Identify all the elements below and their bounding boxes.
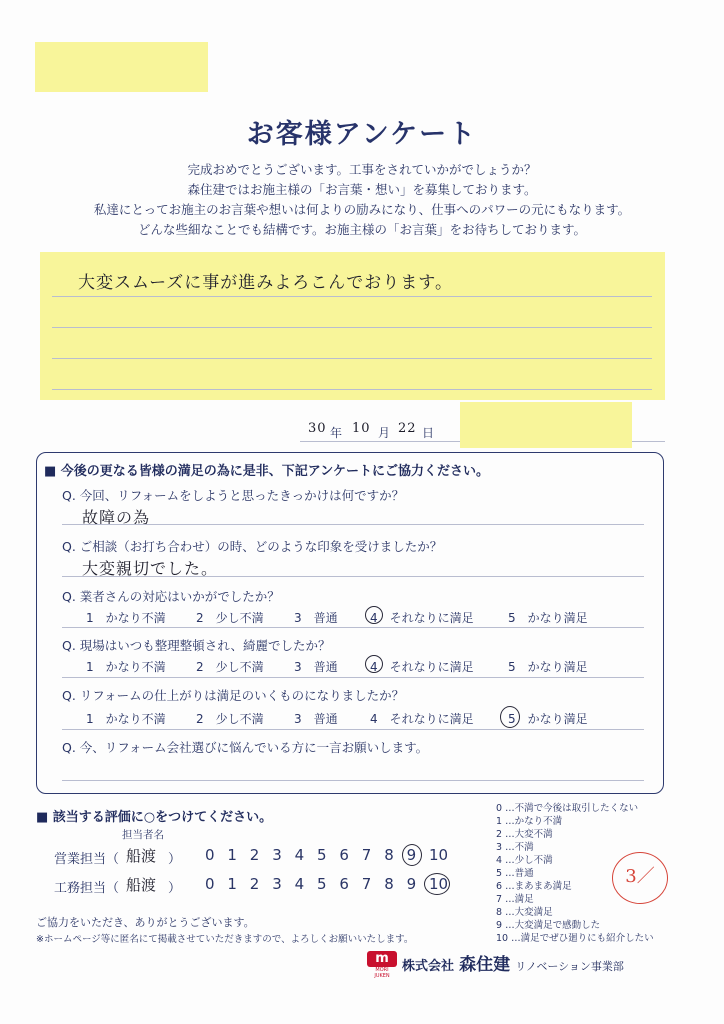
works-score-7: 7: [361, 875, 372, 893]
selected-circle: [365, 655, 383, 673]
redaction-highlight: [35, 42, 208, 92]
intro-line: 完成おめでとうございます。工事をされていかがでしょうか？: [187, 162, 537, 177]
answer-line: [62, 524, 644, 525]
answer-line: [62, 627, 644, 628]
option-2: 2 少し不満: [196, 660, 264, 674]
legend-item: 2 …大変不満: [496, 829, 553, 840]
legend-item: 6 …まあまあ満足: [496, 881, 572, 892]
option-3: 3 普通: [294, 611, 338, 625]
legend-item: 5 …普通: [496, 868, 534, 879]
answer-line: [62, 677, 644, 678]
sales-score-9: 9: [406, 846, 417, 864]
note-text: ※ホームページ等に匿名にて掲載させていただきますので、よろしくお願いいたします。: [36, 934, 414, 945]
page-title: お客様アンケート: [246, 119, 478, 150]
sales-score-2: 2: [249, 846, 260, 864]
sales-score-0: 0: [205, 846, 215, 864]
date-day-label: 日: [422, 426, 435, 440]
selected-circle: [365, 606, 383, 624]
sales-staff-label: 営業担当（: [54, 852, 120, 867]
works-selected-circle: [424, 873, 450, 895]
question-6: Q. 今、リフォーム会社選びに悩んでいる方に一言お願いします。: [62, 740, 429, 755]
option-4: 4 それなりに満足: [370, 660, 474, 674]
company-main-name: 森住建: [459, 955, 511, 975]
question-2: Q. ご相談（お打ち合わせ）の時、どのような印象を受けましたか？: [62, 539, 443, 554]
red-stamp: [612, 852, 668, 904]
option-4: 4 それなりに満足: [370, 712, 474, 726]
comment-line: [52, 389, 652, 390]
stamp-text: 3／: [625, 866, 655, 887]
intro-line: どんな些細なことでも結構です。お施主様の「お言葉」をお待ちしております。: [137, 222, 586, 237]
works-score-9: 9: [406, 875, 417, 893]
option-5: 5 かなり満足: [508, 611, 588, 625]
option-2: 2 少し不満: [196, 712, 264, 726]
handwritten-comment: 大変スムーズに事が進みよろこんでおります。: [78, 273, 453, 293]
date-year-label: 年: [330, 426, 343, 440]
legend-item: 1 …かなり不満: [496, 816, 563, 827]
legend-item: 8 …大変満足: [496, 907, 553, 918]
works-score-3: 3: [272, 875, 282, 893]
answer-line: [62, 576, 644, 577]
date-year-value: 30: [308, 421, 327, 436]
works-score-6: 6: [339, 875, 349, 893]
company-name: [402, 950, 624, 975]
logo-subtext: MORI JUKEN: [374, 967, 390, 979]
works-score-2: 2: [249, 875, 260, 893]
legend-item: 3 …不満: [496, 842, 534, 853]
answer-2: 大変親切でした。: [82, 559, 219, 578]
intro-line: 私達にとってお施主のお言葉や想いは何よりの励みになり、仕事へのパワーの元にもなります。: [93, 202, 631, 217]
date-month-value: 10: [352, 421, 371, 436]
option-4: 4 それなりに満足: [370, 611, 474, 625]
option-5: 5 かなり満足: [508, 712, 588, 726]
works-staff-name: 船渡: [126, 876, 157, 894]
option-1: 1 かなり不満: [86, 712, 166, 726]
close-paren: ）: [168, 881, 182, 896]
works-score-10: 10: [429, 875, 449, 893]
intro-line: 森住建ではお施主様の「お言葉・想い」を募集しております。: [187, 182, 537, 197]
sales-score-6: 6: [339, 846, 349, 864]
question-4: Q. 現場はいつも整理整頓され、綺麗でしたか？: [62, 638, 331, 653]
answer-1: 故障の為: [82, 508, 151, 527]
survey-header: ■ 今後の更なる皆様の満足の為に是非、下記アンケートにご協力ください。: [44, 464, 490, 479]
sales-score-3: 3: [272, 846, 282, 864]
option-5: 5 かなり満足: [508, 660, 588, 674]
sales-score-8: 8: [384, 846, 394, 864]
legend-item: 7 …満足: [496, 894, 534, 905]
sales-staff-name: 船渡: [126, 847, 157, 865]
company-logo: [367, 951, 397, 979]
company-prefix: 株式会社: [402, 959, 455, 974]
company-division: リノベーション事業部: [515, 960, 624, 973]
question-3: Q. 業者さんの対応はいかがでしたか？: [62, 589, 280, 604]
sales-score-4: 4: [294, 846, 305, 864]
works-staff-label: 工務担当（: [54, 881, 120, 896]
answer-line: [62, 780, 644, 781]
comment-line: [52, 327, 652, 328]
close-paren: ）: [168, 852, 182, 867]
rating-header: ■ 該当する評価に○をつけてください。: [36, 810, 273, 825]
selected-circle: [500, 706, 520, 728]
works-score-4: 4: [294, 875, 305, 893]
sales-selected-circle: [402, 844, 422, 866]
works-score-5: 5: [317, 875, 327, 893]
option-1: 1 かなり不満: [86, 660, 166, 674]
comment-line: [52, 358, 652, 359]
date-day-value: 22: [398, 421, 417, 436]
comment-line: [52, 296, 652, 297]
question-5: Q. リフォームの仕上がりは満足のいくものになりましたか？: [62, 688, 405, 703]
works-score-8: 8: [384, 875, 394, 893]
date-month-label: 月: [378, 426, 391, 440]
works-score-0: 0: [205, 875, 215, 893]
legend-item: 10 …満足でぜひ廻りにも紹介したい: [496, 933, 654, 944]
option-3: 3 普通: [294, 660, 338, 674]
sales-score-1: 1: [227, 846, 237, 864]
legend-item: 9 …大変満足で感動した: [496, 920, 601, 931]
logo-mark: m: [367, 951, 397, 967]
works-score-1: 1: [227, 875, 237, 893]
sales-score-5: 5: [317, 846, 327, 864]
option-3: 3 普通: [294, 712, 338, 726]
option-2: 2 少し不満: [196, 611, 264, 625]
redaction-highlight: [460, 402, 632, 448]
sales-score-7: 7: [361, 846, 372, 864]
option-1: 1 かなり不満: [86, 611, 166, 625]
legend-item: 0 …不満で今後は取引したくない: [496, 803, 639, 814]
sales-score-10: 10: [429, 846, 449, 864]
intro-text: [40, 160, 684, 240]
question-1: Q. 今回、リフォームをしようと思ったきっかけは何ですか？: [62, 488, 405, 503]
legend-item: 4 …少し不満: [496, 855, 553, 866]
staff-name-label: 担当者名: [122, 829, 164, 841]
thanks-text: ご協力をいただき、ありがとうございます。: [36, 916, 255, 929]
answer-line: [62, 729, 644, 730]
